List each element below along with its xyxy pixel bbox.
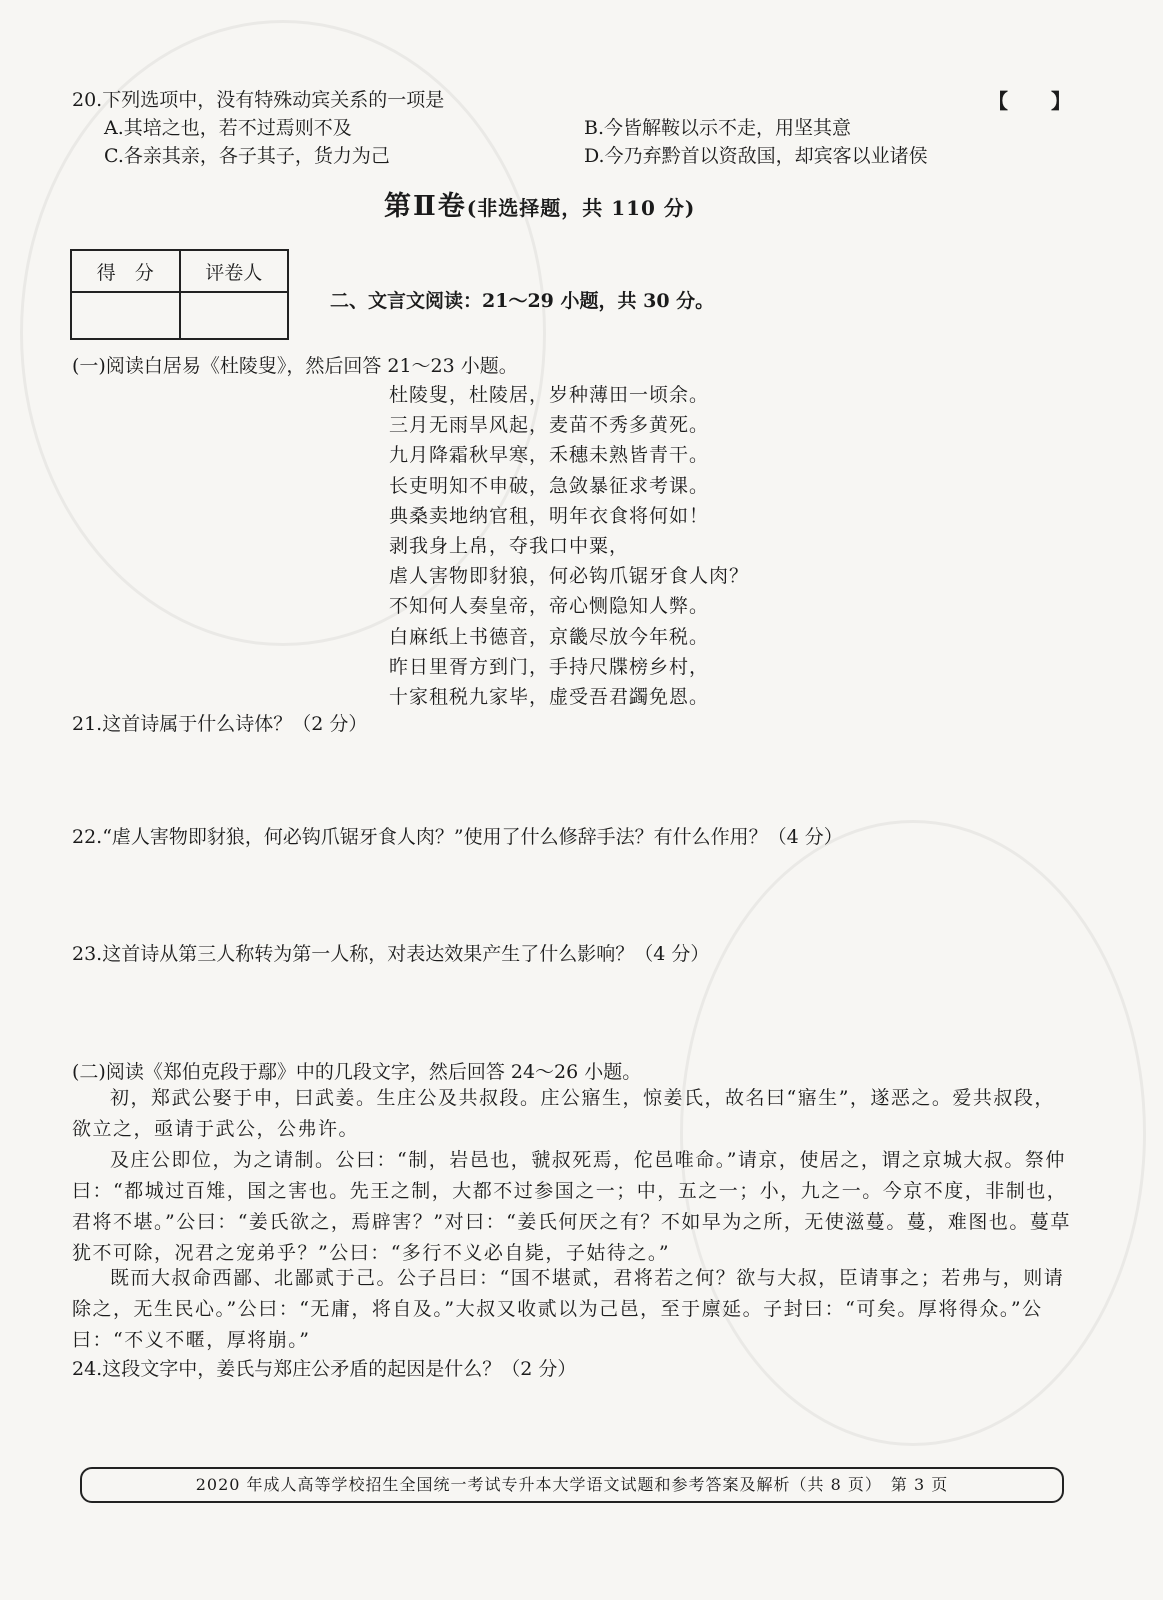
page-footer: 2020 年成人高等学校招生全国统一考试专升本大学语文试题和参考答案及解析（共 8 页） 第 3 页 — [80, 1467, 1064, 1503]
poem-line: 白麻纸上书德音，京畿尽放今年税。 — [389, 625, 710, 648]
option-b: B.今皆解鞍以示不走，用坚其意 — [584, 117, 852, 139]
poem-line: 杜陵叟，杜陵居，岁种薄田一顷余。 — [389, 384, 710, 406]
poem-line: 不知何人奏皇帝，帝心恻隐知人弊。 — [389, 595, 710, 618]
poem-line: 三月无雨旱风起，麦苗不秀多黄死。 — [389, 414, 710, 437]
poem — [389, 380, 749, 712]
passage-paragraph: 及庄公即位，为之请制。公曰：“制，岩邑也，虢叔死焉，佗邑唯命。”请京，使居之，谓之京城大叔。祭仲曰：“都城过百雉，国之害也。先王之制，大都不过参国之一；中，五之一；小，九之一。今京不度，非制也，君将不堪。”公曰：“姜氏欲之，焉辟害？”对曰：“姜氏何厌之有？不如早为之所，无使滋蔓。蔓，难图也。蔓草犹不可除，况君之宠弟乎？”公曰：“多行不义必自毙，子姑待之。” — [72, 1149, 1071, 1264]
option-d: D.今乃弃黔首以资敌国，却宾客以业诸侯 — [584, 145, 928, 167]
score-cell[interactable] — [71, 292, 180, 339]
part2-heading: 二、文言文阅读：21～29 小题，共 30 分。 — [330, 290, 715, 312]
poem-line: 典桑卖地纳官租，明年衣食将何如！ — [389, 504, 710, 527]
passage-paragraph: 既而大叔命西鄙、北鄙贰于己。公子吕曰：“国不堪贰，君将若之何？欲与大叔，臣请事之；若弗与，则请除之，无生民心。”公曰：“无庸，将自及。”大叔又收贰以为己邑，至于廪延。子封曰：“可矣。厚将得众。”公曰：“不义不暱，厚将崩。” — [72, 1267, 1065, 1351]
section-title-sub: (非选择题，共 110 分) — [466, 196, 696, 220]
question-23: 23.这首诗从第三人称转为第一人称，对表达效果产生了什么影响？（4 分） — [72, 943, 710, 965]
option-a: A.其培之也，若不过焉则不及 — [104, 117, 352, 139]
passage-paragraph: 初，郑武公娶于申，曰武姜。生庄公及共叔段。庄公寤生，惊姜氏，故名曰“寤生”，遂恶之。爱共叔段，欲立之，亟请于武公，公弗许。 — [72, 1087, 1055, 1140]
score-header: 得 分 — [71, 250, 180, 292]
poem-line: 九月降霜秋早寒，禾穗未熟皆青干。 — [389, 444, 710, 467]
question-21: 21.这首诗属于什么诗体？（2 分） — [72, 713, 368, 735]
answer-bracket: 【 】 — [988, 89, 1072, 113]
section-title — [384, 184, 695, 223]
poem-line: 剥我身上帛，夺我口中粟， — [389, 534, 630, 557]
reading1-intro: (一)阅读白居易《杜陵叟》，然后回答 21～23 小题。 — [72, 355, 518, 377]
grader-cell[interactable] — [180, 292, 289, 339]
poem-line: 长吏明知不申破，急敛暴征求考课。 — [389, 474, 710, 497]
poem-line: 昨日里胥方到门，手持尺牒榜乡村， — [389, 655, 710, 678]
grader-header: 评卷人 — [180, 250, 289, 292]
option-c: C.各亲其亲，各子其子，货力为己 — [104, 145, 390, 167]
score-table — [70, 249, 289, 340]
poem-line: 虐人害物即豺狼，何必钩爪锯牙食人肉？ — [389, 565, 750, 588]
section-title-main: 第Ⅱ卷 — [384, 191, 467, 222]
question-20-stem: 20.下列选项中，没有特殊动宾关系的一项是 — [72, 89, 445, 111]
reading2-intro: (二)阅读《郑伯克段于鄢》中的几段文字，然后回答 24～26 小题。 — [72, 1061, 642, 1083]
question-22: 22.“虐人害物即豺狼，何必钩爪锯牙食人肉？”使用了什么修辞手法？有什么作用？（4 分） — [72, 826, 843, 848]
poem-line: 十家租税九家毕，虚受吾君蠲免恩。 — [389, 685, 710, 708]
question-24: 24.这段文字中，姜氏与郑庄公矛盾的起因是什么？（2 分） — [72, 1358, 577, 1380]
